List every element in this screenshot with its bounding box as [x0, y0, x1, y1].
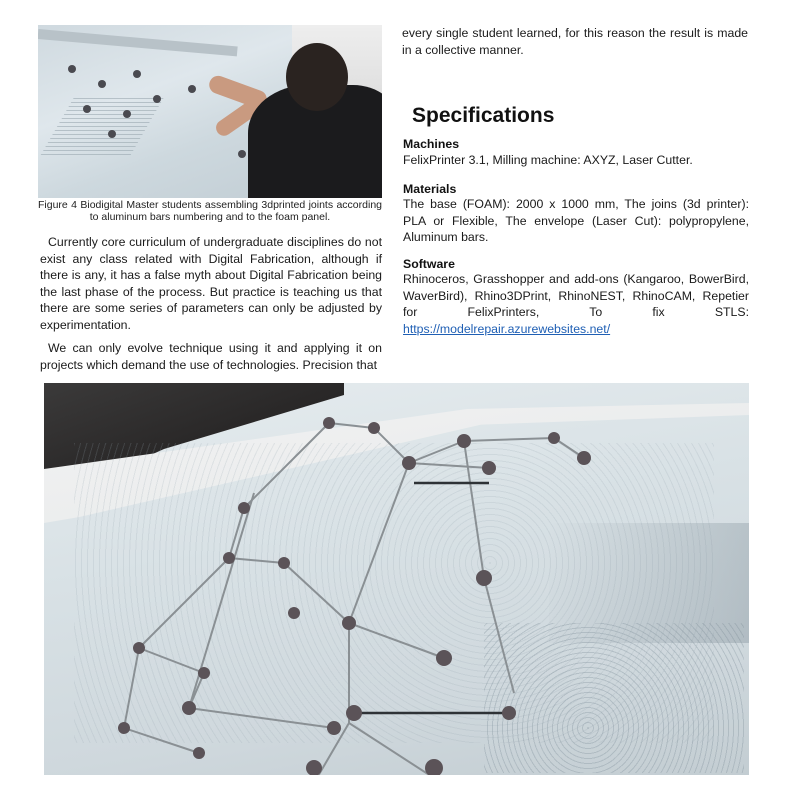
aluminum-bar: [189, 708, 334, 728]
assembled-structure-photo: [44, 383, 749, 775]
joint: [108, 130, 116, 138]
body-paragraph-continuation: every single student learned, for this reason the result is made in a collective manner.: [402, 26, 748, 57]
figure-4-photo: [38, 25, 382, 198]
printed-joint: [118, 722, 130, 734]
subheading-software: Software: [403, 257, 455, 271]
aluminum-bar: [244, 423, 329, 508]
aluminum-bar: [329, 423, 374, 428]
joint: [188, 85, 196, 93]
printed-joint: [342, 616, 356, 630]
printed-joint: [402, 456, 416, 470]
printed-joint: [425, 759, 443, 775]
printed-joint: [327, 721, 341, 735]
printed-joint: [306, 760, 322, 775]
panel-rail: [38, 29, 238, 56]
body-paragraph: Currently core curriculum of undergraduate disciplines do not exist any class related with Digital Fabrication, although if there is any, it has a false myth about Digital Fabrication being the last phase of the process. But practice is teaching us that there are some series of parameters can only be adjusted by experimentation.: [40, 235, 382, 332]
joint: [238, 150, 246, 158]
body-paragraph: We can only evolve technique using it and applying it on projects which demand the use of technologies. Precision that: [40, 341, 382, 372]
printed-joint: [457, 434, 471, 448]
printed-joint: [133, 642, 145, 654]
printed-joint: [577, 451, 591, 465]
joint: [153, 95, 161, 103]
subheading-machines: Machines: [403, 137, 460, 151]
aluminum-bar: [409, 463, 489, 468]
printed-joint: [548, 432, 560, 444]
printed-joint: [476, 570, 492, 586]
aluminum-bar: [409, 441, 464, 463]
aluminum-bar: [124, 648, 139, 728]
section-heading: Specifications: [412, 104, 555, 127]
student-head: [286, 43, 348, 111]
printed-joint: [193, 747, 205, 759]
printed-joint: [198, 667, 210, 679]
printed-joint: [436, 650, 452, 666]
subheading-materials: Materials: [403, 182, 457, 196]
printed-joint: [238, 502, 250, 514]
aluminum-bar: [139, 648, 204, 673]
aluminum-bar: [374, 428, 409, 463]
printed-joint: [288, 607, 300, 619]
aluminum-bar: [464, 441, 484, 578]
materials-text: The base (FOAM): 2000 x 1000 mm, The joins (3d printer): PLA or Flexible, The envelope (Laser Cut): polypropylene, Aluminum bars.: [403, 197, 749, 244]
joint: [68, 65, 76, 73]
bar-structure: [44, 383, 749, 775]
aluminum-bar: [124, 728, 199, 753]
joint: [98, 80, 106, 88]
printed-joint: [368, 422, 380, 434]
printed-joint: [323, 417, 335, 429]
software-text: Rhinoceros, Grasshopper and add-ons (Kangaroo, BowerBird, WaverBird), Rhino3DPrint, RhinoNEST, RhinoCAM, Repetier for FelixPrinters, To fix STLS:: [403, 272, 749, 319]
printed-joint: [346, 705, 362, 721]
printed-joint: [182, 701, 196, 715]
machines-text: FelixPrinter 3.1, Milling machine: AXYZ, Laser Cutter.: [403, 153, 693, 167]
figure-caption: Figure 4 Biodigital Master students assembling 3dprinted joints according to aluminum bars numbering and to the foam panel.: [38, 199, 382, 223]
printed-joint: [278, 557, 290, 569]
joint: [133, 70, 141, 78]
printed-joint: [223, 552, 235, 564]
joint: [123, 110, 131, 118]
software-text-block: [403, 271, 749, 337]
aluminum-bar: [139, 558, 229, 648]
foam-texture: [41, 95, 166, 155]
aluminum-bar: [484, 578, 514, 693]
printed-joint: [502, 706, 516, 720]
printed-joint: [482, 461, 496, 475]
joint: [83, 105, 91, 113]
aluminum-bar: [229, 558, 284, 563]
aluminum-bar: [349, 463, 409, 623]
aluminum-bar: [464, 438, 554, 441]
modelrepair-link[interactable]: https://modelrepair.azurewebsites.net/: [403, 321, 611, 336]
aluminum-bar: [349, 723, 434, 775]
aluminum-bar: [349, 623, 444, 658]
